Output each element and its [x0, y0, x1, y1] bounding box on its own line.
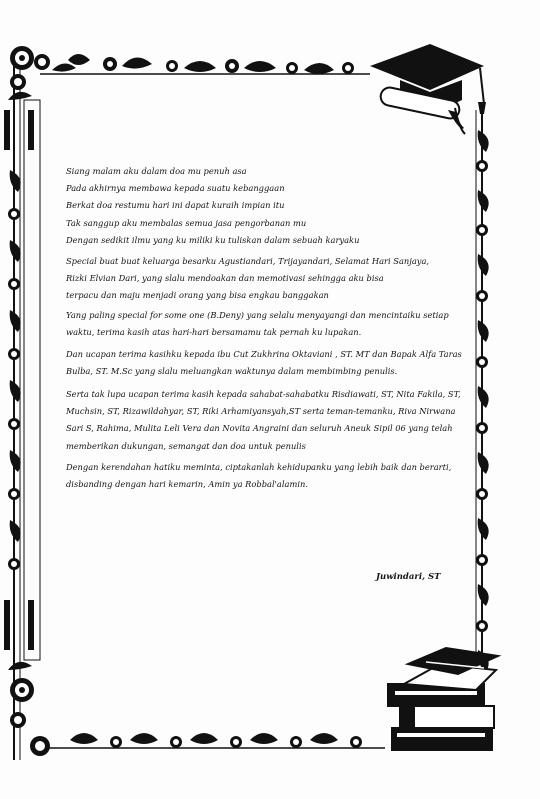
- paragraph-line: Berkat doa restumu hari ini dapat kuraih impian itu: [66, 200, 285, 211]
- scroll-band-bottom: [70, 733, 362, 748]
- paragraph-line: Bulba, ST. M.Sc yang slalu meluangkan waktunya dalam membimbing penulis.: [66, 366, 398, 377]
- paragraph-line: Muchsin, ST, Rizawildahyar, ST, Riki Arhamiyansyah,ST serta teman-temanku, Riva Nirwana: [66, 406, 456, 417]
- paragraph-line: Dengan kerendahan hatiku meminta, ciptakanlah kehidupanku yang lebih baik dan berarti,: [66, 462, 452, 472]
- paragraph-line: Serta tak lupa ucapan terima kasih kepada sahabat-sahabatku Risdiawati, ST, Nita Fakila, ST,: [66, 389, 461, 399]
- paragraph-line: Sari S, Rahima, Mulita Leli Vera dan Novita Angraini dan seluruh Aneuk Sipil 06 yang telah: [66, 423, 453, 434]
- paragraph-line: disbanding dengan hari kemarin, Amin ya Robbal'alamin.: [66, 479, 308, 490]
- paragraph-line: waktu, terima kasih atas hari-hari bersamamu tak pernah ku lupakan.: [66, 327, 362, 338]
- paragraph-6: [66, 459, 466, 493]
- paragraph-line: memberikan dukungan, semangat dan doa untuk penulis: [66, 440, 306, 451]
- paragraph-line: Rizki Elvian Dari, yang slalu mendoakan dan memotivasi sehingga aku bisa: [66, 273, 384, 284]
- signature: Juwindari, ST: [376, 572, 441, 582]
- paragraph-4: [66, 346, 466, 380]
- paragraph-2: [66, 253, 466, 305]
- scroll-band-top: [68, 54, 354, 74]
- paragraph-line: Pada akhirnya membawa kepada suatu kebanggaan: [66, 183, 285, 194]
- paragraph-line: terpacu dan maju menjadi orang yang bisa engkau banggakan: [66, 290, 329, 301]
- paragraph-3: [66, 307, 466, 341]
- paragraph-1: [66, 163, 466, 249]
- corner-ornament-bottom-left: [4, 600, 50, 756]
- paragraph-line: Tak sanggup aku membalas semua jasa pengorbanan mu: [66, 217, 307, 228]
- paragraph-line: Dengan sedikit ilmu yang ku miliki ku tuliskan dalam sebuah karyaku: [66, 234, 360, 245]
- paragraph-line: Yang paling special for some one (B.Deny) yang selalu menyayangi dan mencintaiku setiap: [66, 310, 449, 320]
- paragraph-line: Siang malam aku dalam doa mu penuh asa: [66, 166, 247, 176]
- books-stack-icon: [388, 648, 498, 750]
- paragraph-line: Special buat buat keluarga besarku Agustiandari, Trijayandari, Selamat Hari Sanjaya,: [66, 256, 430, 266]
- paragraph-line: Dan ucapan terima kasihku kepada ibu Cut Zukhrina Oktaviani , ST. MT dan Bapak Alfa Taras: [66, 349, 462, 359]
- paragraph-5: [66, 386, 466, 455]
